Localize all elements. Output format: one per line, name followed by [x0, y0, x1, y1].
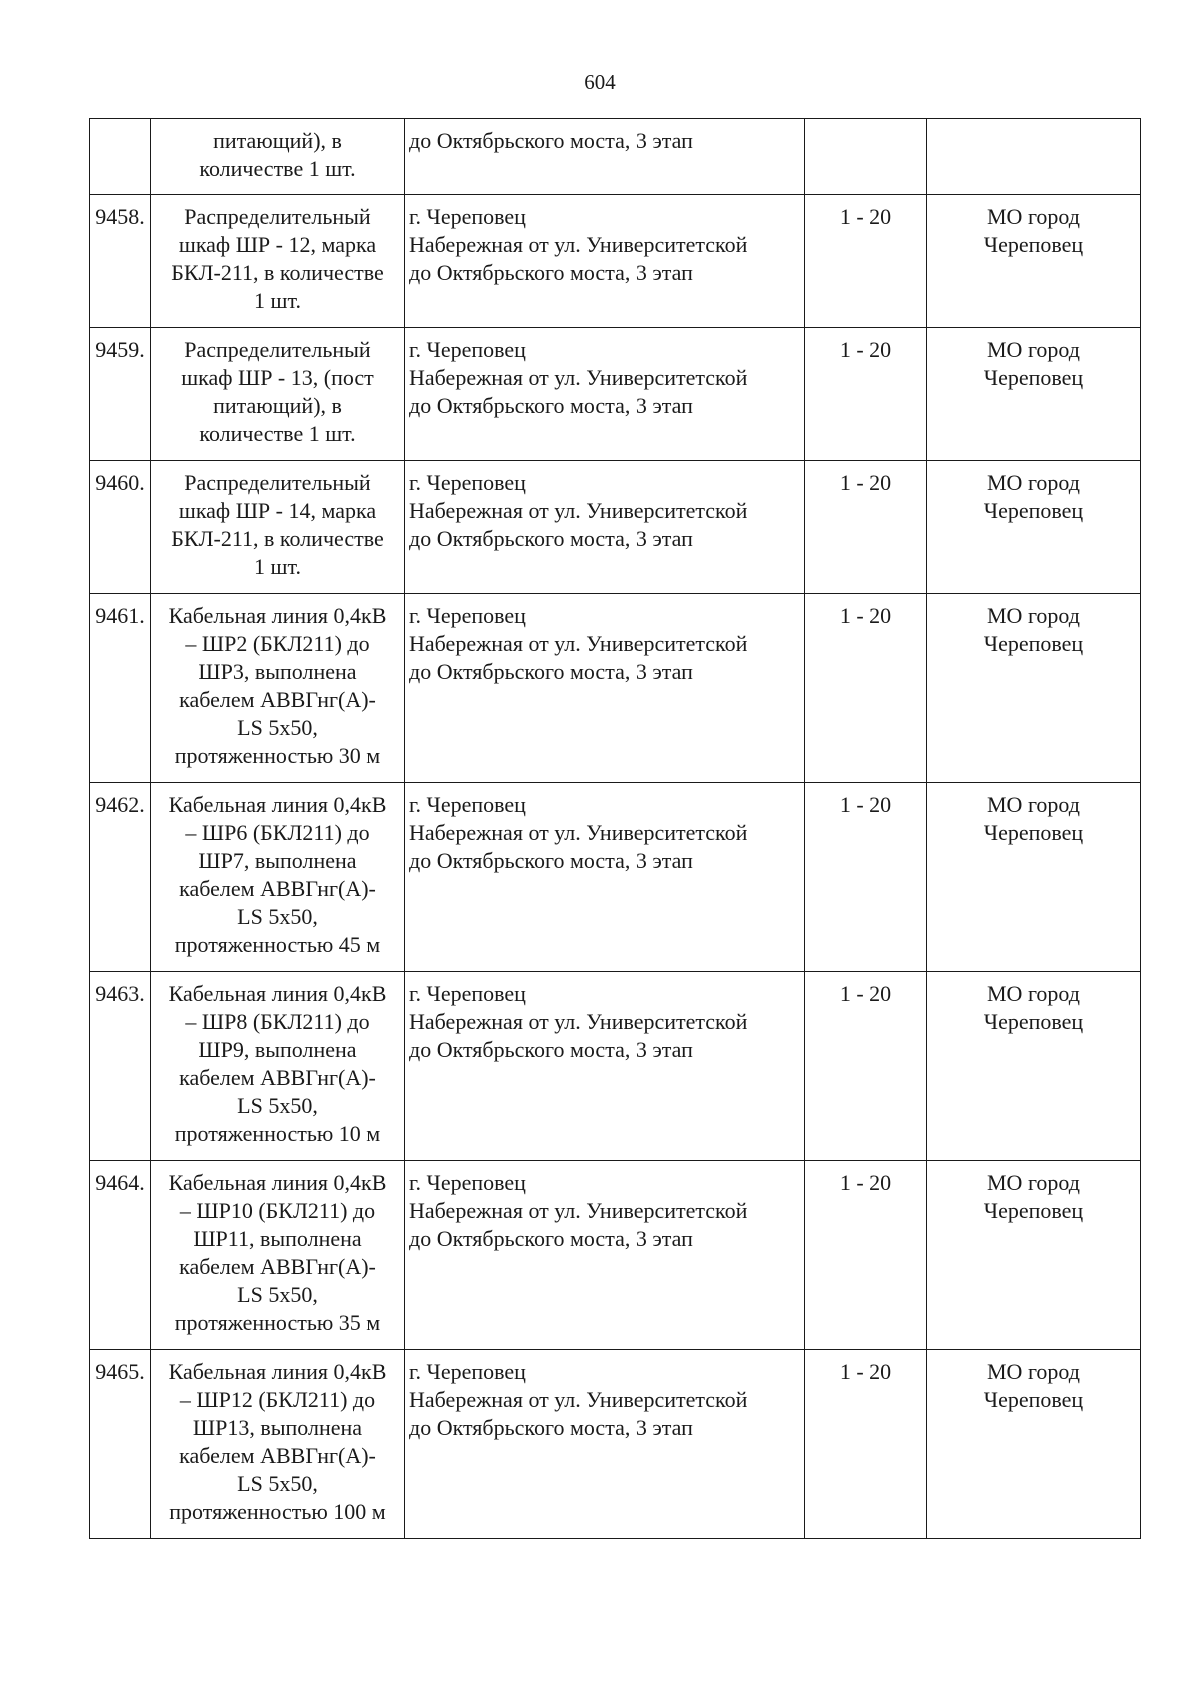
page-number: 604: [584, 70, 616, 94]
owner-cell: МО город Череповец: [927, 328, 1141, 461]
object-name-cell: Кабельная линия 0,4кВ – ШР8 (БКЛ211) до ШР9, выполнена кабелем АВВГнг(А)- LS 5x50, протяженностью 10 м: [151, 972, 405, 1161]
range-cell: 1 - 20: [805, 783, 927, 972]
address-cell: г. Череповец Набережная от ул. Университетской до Октябрьского моста, 3 этап: [405, 461, 805, 594]
table-row: [90, 461, 1141, 594]
range-cell: 1 - 20: [805, 328, 927, 461]
object-name-cell: Распределительный шкаф ШР - 13, (пост питающий), в количестве 1 шт.: [151, 328, 405, 461]
range-cell: 1 - 20: [805, 461, 927, 594]
table-row: [90, 1350, 1141, 1539]
row-number-cell: 9464.: [90, 1161, 151, 1350]
owner-cell: МО город Череповец: [927, 972, 1141, 1161]
object-name-cell: питающий), в количестве 1 шт.: [151, 119, 405, 195]
range-cell: 1 - 20: [805, 972, 927, 1161]
table-row: [90, 119, 1141, 195]
table-row: [90, 328, 1141, 461]
address-cell: до Октябрьского моста, 3 этап: [405, 119, 805, 195]
table-row: [90, 1161, 1141, 1350]
table-row: [90, 195, 1141, 328]
row-number-cell: 9458.: [90, 195, 151, 328]
range-cell: 1 - 20: [805, 195, 927, 328]
registry-table: [89, 118, 1141, 1539]
object-name-cell: Распределительный шкаф ШР - 14, марка БКЛ-211, в количестве 1 шт.: [151, 461, 405, 594]
range-cell: [805, 119, 927, 195]
owner-cell: МО город Череповец: [927, 783, 1141, 972]
range-cell: 1 - 20: [805, 594, 927, 783]
row-number-cell: [90, 119, 151, 195]
owner-cell: МО город Череповец: [927, 461, 1141, 594]
row-number-cell: 9465.: [90, 1350, 151, 1539]
object-name-cell: Распределительный шкаф ШР - 12, марка БКЛ-211, в количестве 1 шт.: [151, 195, 405, 328]
object-name-cell: Кабельная линия 0,4кВ – ШР12 (БКЛ211) до ШР13, выполнена кабелем АВВГнг(А)- LS 5x50, протяженностью 100 м: [151, 1350, 405, 1539]
table-row: [90, 783, 1141, 972]
owner-cell: МО город Череповец: [927, 1350, 1141, 1539]
owner-cell: МО город Череповец: [927, 594, 1141, 783]
address-cell: г. Череповец Набережная от ул. Университетской до Октябрьского моста, 3 этап: [405, 1161, 805, 1350]
address-cell: г. Череповец Набережная от ул. Университетской до Октябрьского моста, 3 этап: [405, 972, 805, 1161]
row-number-cell: 9461.: [90, 594, 151, 783]
address-cell: г. Череповец Набережная от ул. Университетской до Октябрьского моста, 3 этап: [405, 594, 805, 783]
owner-cell: МО город Череповец: [927, 1161, 1141, 1350]
address-cell: г. Череповец Набережная от ул. Университетской до Октябрьского моста, 3 этап: [405, 783, 805, 972]
table-row: [90, 972, 1141, 1161]
address-cell: г. Череповец Набережная от ул. Университетской до Октябрьского моста, 3 этап: [405, 195, 805, 328]
object-name-cell: Кабельная линия 0,4кВ – ШР10 (БКЛ211) до ШР11, выполнена кабелем АВВГнг(А)- LS 5x50, протяженностью 35 м: [151, 1161, 405, 1350]
object-name-cell: Кабельная линия 0,4кВ – ШР6 (БКЛ211) до ШР7, выполнена кабелем АВВГнг(А)- LS 5x50, протяженностью 45 м: [151, 783, 405, 972]
owner-cell: [927, 119, 1141, 195]
row-number-cell: 9460.: [90, 461, 151, 594]
row-number-cell: 9463.: [90, 972, 151, 1161]
row-number-cell: 9459.: [90, 328, 151, 461]
range-cell: 1 - 20: [805, 1350, 927, 1539]
address-cell: г. Череповец Набережная от ул. Университетской до Октябрьского моста, 3 этап: [405, 1350, 805, 1539]
owner-cell: МО город Череповец: [927, 195, 1141, 328]
table-row: [90, 594, 1141, 783]
row-number-cell: 9462.: [90, 783, 151, 972]
object-name-cell: Кабельная линия 0,4кВ – ШР2 (БКЛ211) до ШР3, выполнена кабелем АВВГнг(А)- LS 5x50, протяженностью 30 м: [151, 594, 405, 783]
address-cell: г. Череповец Набережная от ул. Университетской до Октябрьского моста, 3 этап: [405, 328, 805, 461]
range-cell: 1 - 20: [805, 1161, 927, 1350]
